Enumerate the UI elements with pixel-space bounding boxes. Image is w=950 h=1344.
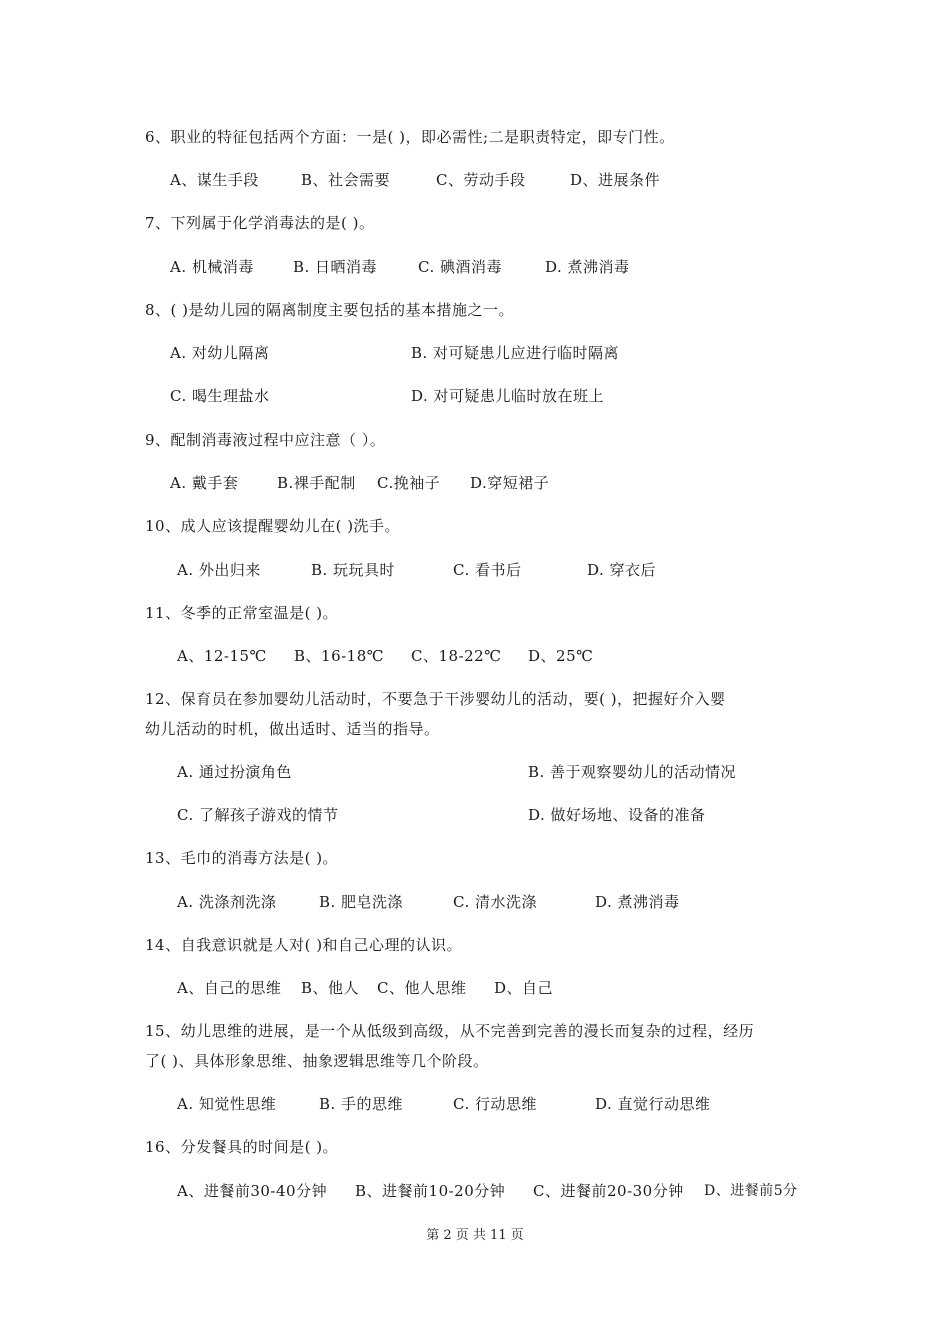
question-9-option-c: C.挽袖子	[377, 474, 441, 492]
question-13-stem: 13、毛巾的消毒方法是( )。	[145, 849, 339, 867]
question-10-option-d: D. 穿衣后	[587, 561, 657, 579]
question-11-stem: 11、冬季的正常室温是( )。	[145, 604, 339, 622]
question-10-stem: 10、成人应该提醒婴幼儿在( )洗手。	[145, 517, 401, 535]
question-9-stem: 9、配制消毒液过程中应注意（ ）。	[145, 431, 386, 449]
question-12-option-d: D. 做好场地、设备的准备	[528, 806, 706, 824]
question-9-option-b: B.裸手配制	[277, 474, 356, 492]
question-15-option-c: C. 行动思维	[453, 1095, 537, 1113]
question-8-stem: 8、( )是幼儿园的隔离制度主要包括的基本措施之一。	[145, 301, 515, 319]
question-12-option-a: A. 通过扮演角色	[177, 763, 292, 781]
question-15-option-b: B. 手的思维	[319, 1095, 404, 1113]
question-14-option-a: A、自己的思维	[177, 979, 282, 997]
question-6-option-d: D、进展条件	[570, 171, 661, 189]
question-13-option-d: D. 煮沸消毒	[595, 893, 680, 911]
question-11-option-d: D、25℃	[528, 647, 594, 665]
question-7-option-c: C. 碘酒消毒	[418, 258, 502, 276]
question-10-option-a: A. 外出归来	[177, 561, 261, 579]
question-10-option-b: B. 玩玩具时	[311, 561, 396, 579]
question-6-option-b: B、社会需要	[301, 171, 391, 189]
question-11-option-c: C、18-22℃	[411, 647, 502, 665]
question-13-option-c: C. 清水洗涤	[453, 893, 537, 911]
question-16-option-d: D、进餐前5分	[704, 1183, 798, 1199]
question-7-option-b: B. 日晒消毒	[293, 258, 378, 276]
question-16-option-a: A、进餐前30-40分钟	[177, 1182, 328, 1200]
page-number-footer: 第 2 页 共 11 页	[426, 1228, 524, 1243]
question-14-option-c: C、他人思维	[377, 979, 467, 997]
question-9-option-a: A. 戴手套	[170, 474, 239, 492]
question-8-option-b: B. 对可疑患儿应进行临时隔离	[411, 344, 620, 362]
question-6-option-c: C、劳动手段	[436, 171, 526, 189]
question-13-option-a: A. 洗涤剂洗涤	[177, 893, 277, 911]
question-14-stem: 14、自我意识就是人对( )和自己心理的认识。	[145, 936, 463, 954]
question-8-option-d: D. 对可疑患儿临时放在班上	[411, 387, 605, 405]
question-6-stem: 6、职业的特征包括两个方面：一是( )，即必需性;二是职责特定，即专门性。	[145, 128, 675, 146]
question-12-stem-line-2: 幼儿活动的时机，做出适时、适当的指导。	[145, 720, 440, 738]
question-8-option-a: A. 对幼儿隔离	[170, 344, 270, 362]
question-15-stem-line-2: 了( )、具体形象思维、抽象逻辑思维等几个阶段。	[145, 1052, 489, 1070]
question-7-stem: 7、下列属于化学消毒法的是( )。	[145, 214, 375, 232]
question-15-option-a: A. 知觉性思维	[177, 1095, 277, 1113]
question-14-option-b: B、他人	[301, 979, 360, 997]
question-9-option-d: D.穿短裙子	[470, 474, 550, 492]
question-10-option-c: C. 看书后	[453, 561, 522, 579]
question-14-option-d: D、自己	[494, 979, 554, 997]
question-7-option-a: A. 机械消毒	[170, 258, 254, 276]
question-7-option-d: D. 煮沸消毒	[545, 258, 630, 276]
question-16-option-c: C、进餐前20-30分钟	[533, 1182, 684, 1200]
question-12-stem-line-1: 12、保育员在参加婴幼儿活动时，不要急于干涉婴幼儿的活动，要( )，把握好介入婴	[145, 690, 726, 708]
question-12-option-c: C. 了解孩子游戏的情节	[177, 806, 339, 824]
question-8-option-c: C. 喝生理盐水	[170, 387, 270, 405]
question-16-stem: 16、分发餐具的时间是( )。	[145, 1138, 339, 1156]
question-11-option-a: A、12-15℃	[177, 647, 267, 665]
question-12-option-b: B. 善于观察婴幼儿的活动情况	[528, 763, 737, 781]
question-6-option-a: A、谋生手段	[170, 171, 259, 189]
question-15-stem-line-1: 15、幼儿思维的进展，是一个从低级到高级，从不完善到完善的漫长而复杂的过程，经历	[145, 1022, 755, 1040]
question-15-option-d: D. 直觉行动思维	[595, 1095, 711, 1113]
question-11-option-b: B、16-18℃	[294, 647, 385, 665]
question-16-option-b: B、进餐前10-20分钟	[355, 1182, 506, 1200]
question-13-option-b: B. 肥皂洗涤	[319, 893, 404, 911]
